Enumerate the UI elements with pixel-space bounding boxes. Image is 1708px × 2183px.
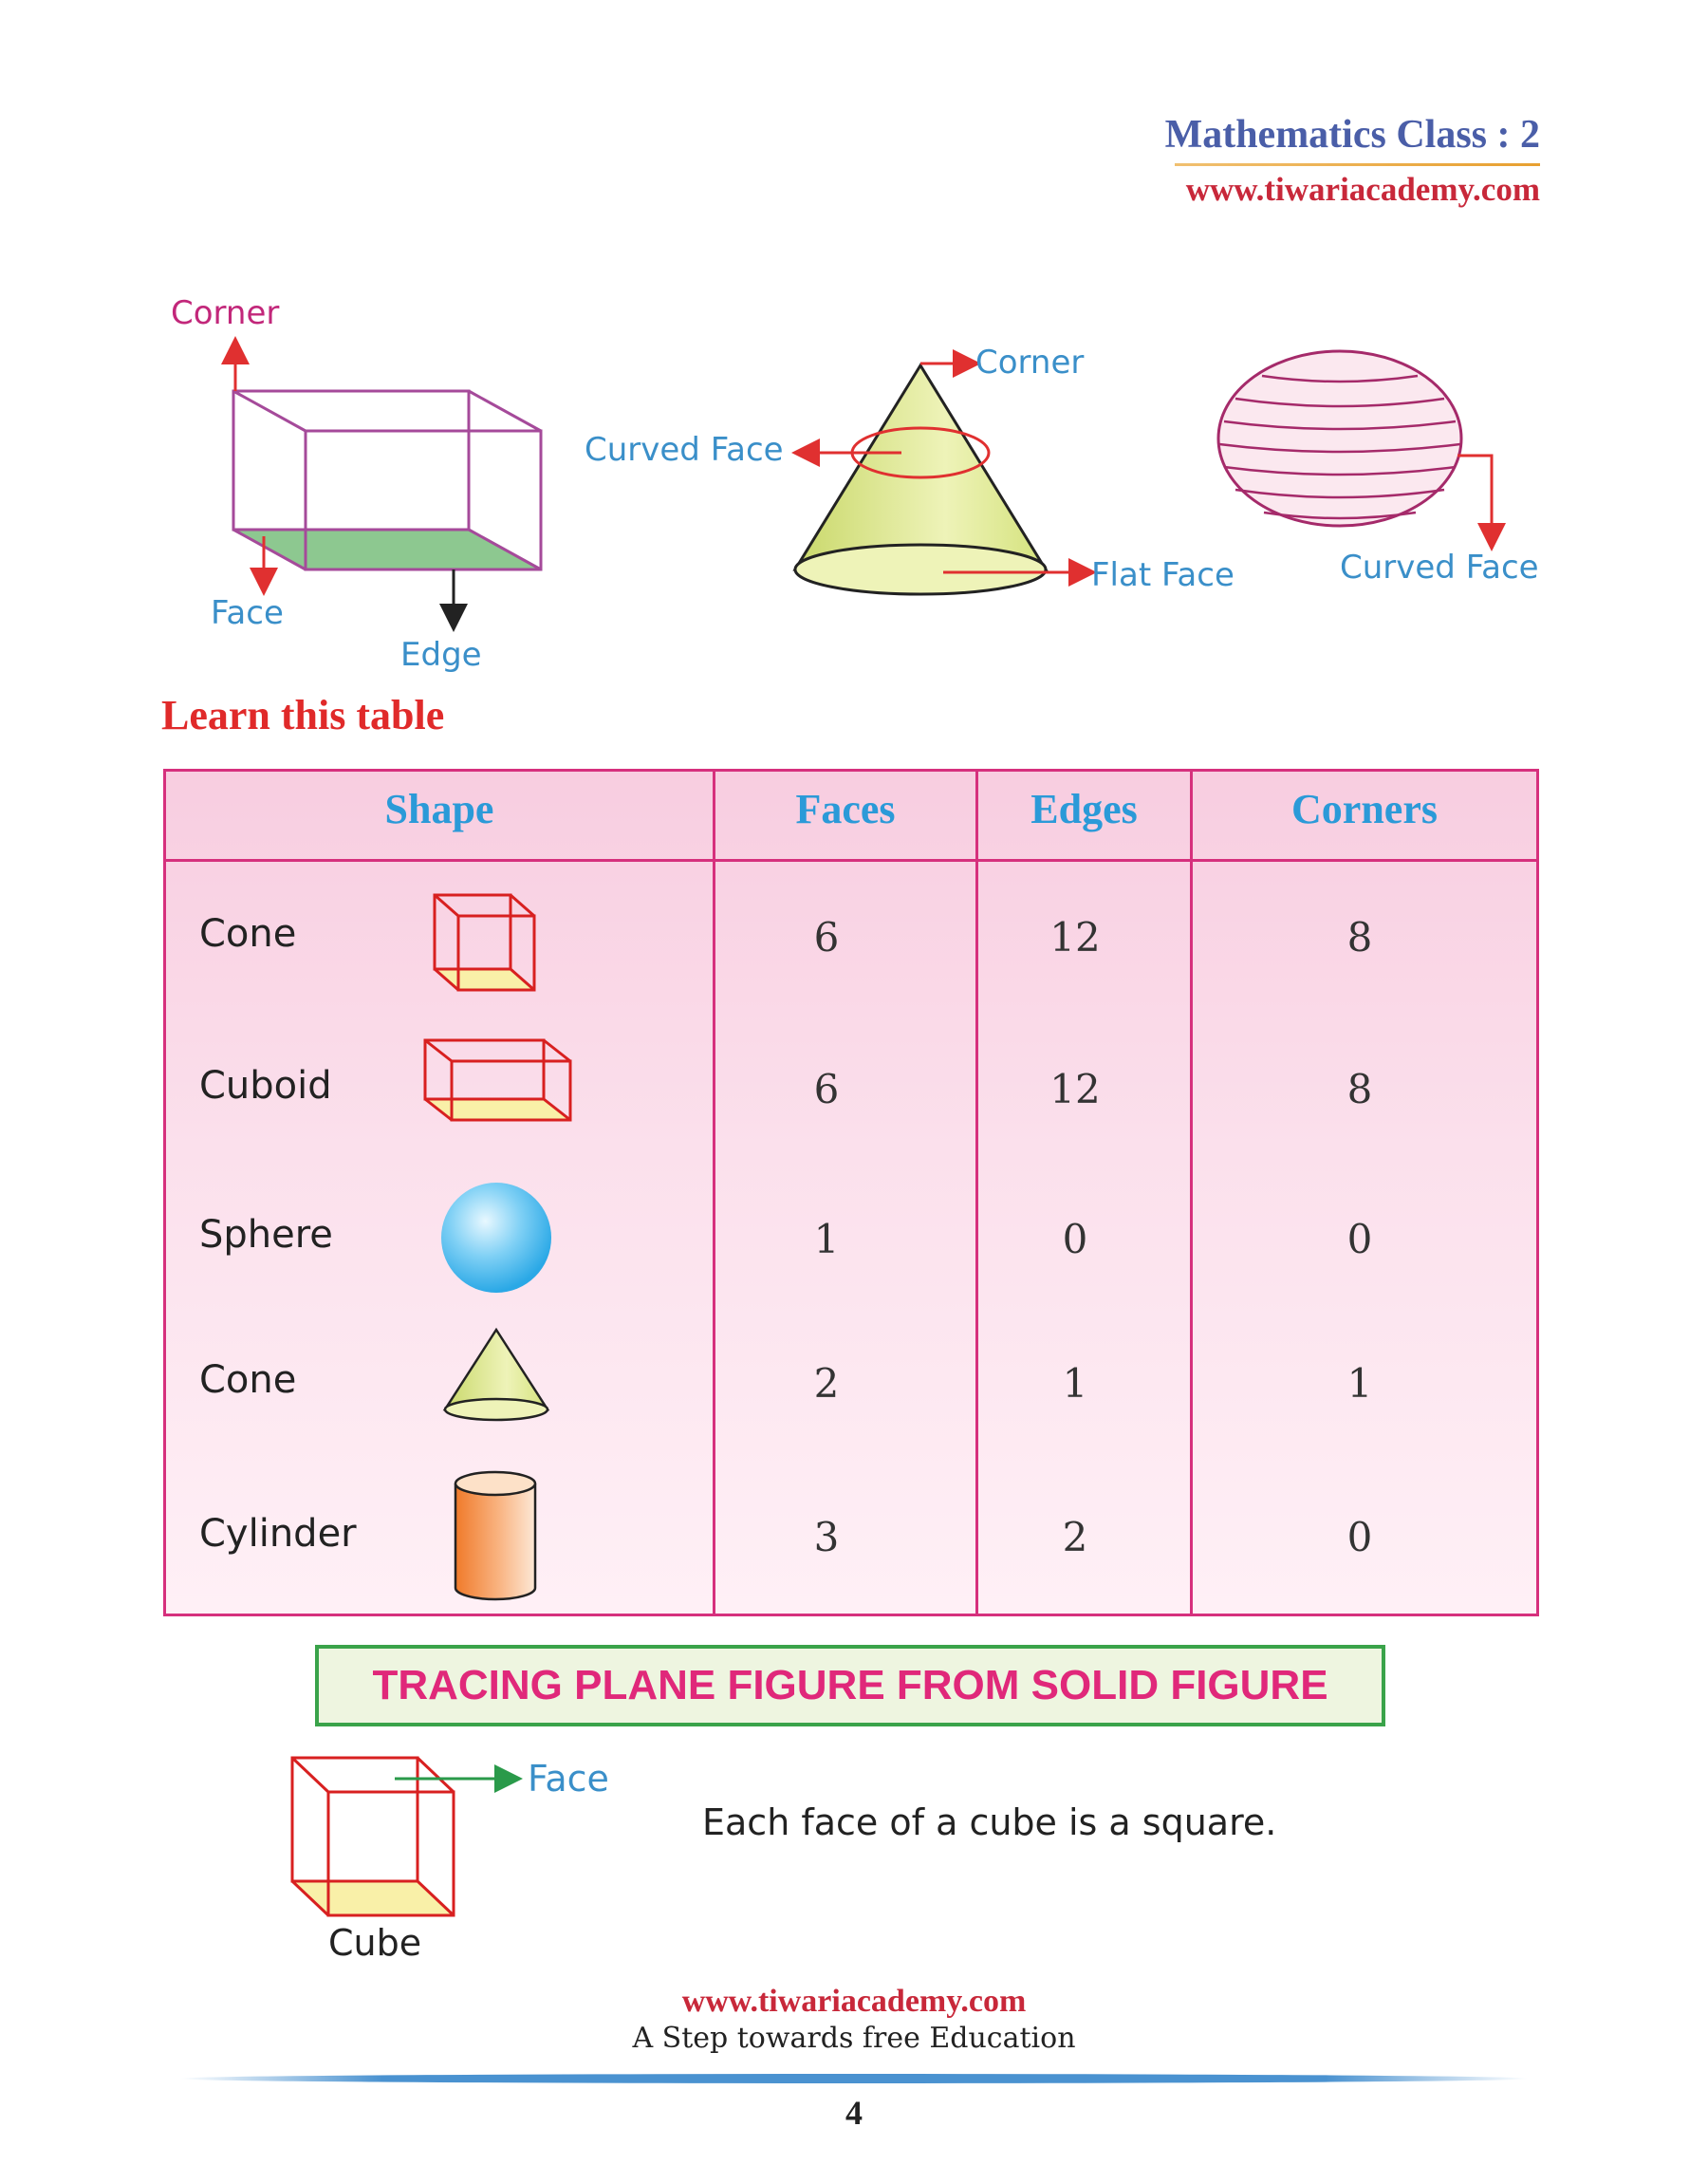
tracing-face-label: Face — [528, 1758, 609, 1800]
cylinder-icon — [451, 1469, 541, 1607]
footer-url[interactable]: www.tiwariacademy.com — [681, 1984, 1027, 2019]
header-edges: Edges — [1030, 786, 1138, 832]
shape-name: Cone — [199, 912, 297, 956]
faces-value: 2 — [813, 1360, 840, 1407]
cuboid-face-label: Face — [211, 594, 284, 632]
faces-value: 6 — [813, 914, 840, 961]
cube-icon — [430, 884, 544, 998]
sphere-diagram — [1218, 351, 1492, 546]
shape-name: Cone — [199, 1358, 297, 1402]
cone-curved-face-label: Curved Face — [585, 431, 784, 469]
tracing-text: Each face of a cube is a square. — [702, 1801, 1277, 1843]
tracing-title-box — [315, 1645, 1385, 1726]
corners-value: 1 — [1346, 1360, 1373, 1407]
edges-value: 1 — [1062, 1360, 1088, 1407]
shape-name: Cuboid — [199, 1064, 332, 1108]
edges-value: 12 — [1049, 1066, 1101, 1112]
header-title: Mathematics Class : 2 — [1164, 113, 1540, 157]
corners-value: 8 — [1346, 1066, 1373, 1112]
cuboid-icon — [420, 1033, 577, 1128]
cuboid-diagram — [233, 342, 541, 626]
tracing-cube-label: Cube — [328, 1922, 422, 1964]
corners-value: 0 — [1346, 1514, 1373, 1560]
header-rule — [1175, 163, 1540, 166]
corners-value: 0 — [1346, 1216, 1373, 1262]
header-corners: Corners — [1291, 786, 1438, 832]
footer-divider — [180, 2074, 1528, 2083]
tracing-title: TRACING PLANE FIGURE FROM SOLID FIGURE — [372, 1662, 1328, 1708]
cuboid-corner-label: Corner — [171, 294, 280, 332]
page-number: 4 — [845, 2094, 863, 2132]
sphere-icon — [436, 1178, 556, 1297]
corners-value: 8 — [1346, 914, 1373, 961]
tracing-cube-diagram — [285, 1746, 531, 1927]
cone-flat-face-label: Flat Face — [1091, 556, 1235, 594]
faces-value: 6 — [813, 1066, 840, 1112]
edges-value: 0 — [1062, 1216, 1088, 1262]
cone-corner-label: Corner — [975, 344, 1085, 382]
edges-value: 2 — [1062, 1514, 1088, 1560]
edges-value: 12 — [1049, 914, 1101, 961]
sphere-curved-face-label: Curved Face — [1340, 549, 1539, 587]
shapes-table — [163, 769, 1539, 1616]
header-url[interactable]: www.tiwariacademy.com — [1185, 171, 1540, 208]
shape-name: Sphere — [199, 1213, 333, 1257]
footer-tagline: A Step towards free Education — [632, 2022, 1076, 2055]
cone-diagram — [795, 364, 1091, 594]
faces-value: 1 — [813, 1216, 840, 1262]
faces-value: 3 — [813, 1514, 840, 1560]
header-shape: Shape — [384, 786, 494, 832]
header-faces: Faces — [795, 786, 896, 832]
section-title: Learn this table — [161, 692, 445, 738]
cuboid-edge-label: Edge — [400, 636, 482, 674]
cone-icon — [439, 1322, 553, 1427]
shape-name: Cylinder — [199, 1512, 357, 1556]
